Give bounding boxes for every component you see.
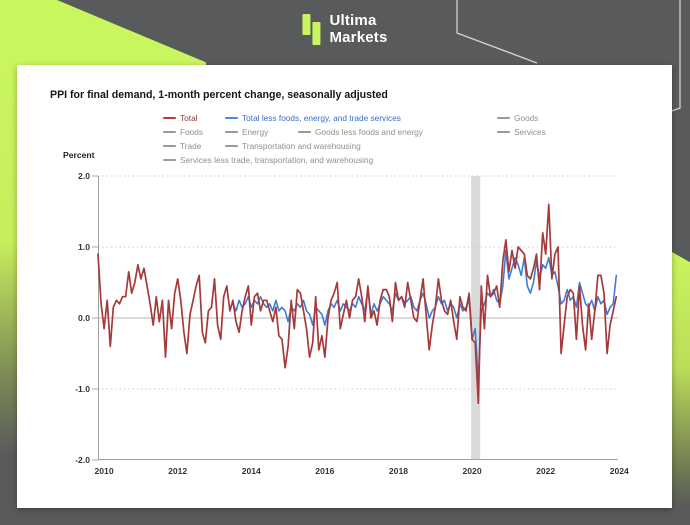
legend-dash-icon [163, 131, 176, 133]
legend-dash-icon [163, 145, 176, 147]
legend-label: Services [514, 127, 546, 137]
legend-item [163, 112, 198, 124]
legend-item [163, 154, 373, 166]
x-tick-label: 2020 [462, 466, 482, 476]
line-chart [98, 176, 618, 460]
y-axis-unit-label: Percent [63, 150, 95, 160]
legend-label: Trade [180, 141, 202, 151]
plot-area [98, 176, 618, 460]
legend-label: Services less trade, transportation, and warehousing [180, 155, 374, 165]
legend-dash-icon [225, 145, 238, 147]
legend-item [298, 126, 423, 138]
legend-item [163, 126, 203, 138]
y-tick-label: 1.0 [78, 242, 90, 252]
legend-dash-icon [225, 117, 238, 119]
legend-label: Transportation and warehousing [242, 141, 361, 151]
legend-label: Goods [514, 113, 539, 123]
legend-label: Energy [242, 127, 269, 137]
chart-title: PPI for final demand, 1-month percent change, seasonally adjusted [50, 89, 388, 101]
legend-label: Foods [180, 127, 204, 137]
legend-item [225, 112, 401, 124]
y-tick-label: -1.0 [75, 384, 90, 394]
y-tick-label: 0.0 [78, 313, 90, 323]
legend-label: Goods less foods and energy [315, 127, 423, 137]
x-tick-label: 2012 [168, 466, 188, 476]
logo-bar-left-icon [302, 14, 310, 35]
logo-bars-icon [302, 13, 321, 46]
legend-dash-icon [497, 131, 510, 133]
x-tick-label: 2024 [609, 466, 629, 476]
legend-dash-icon [163, 117, 176, 119]
brand-logo [302, 13, 387, 46]
y-tick-label: -2.0 [75, 455, 90, 465]
legend-label: Total less foods, energy, and trade services [242, 113, 401, 123]
x-tick-label: 2016 [315, 466, 335, 476]
legend-item [497, 112, 538, 124]
legend-item [225, 126, 268, 138]
legend-item [163, 140, 201, 152]
chart-card [17, 65, 672, 508]
legend-dash-icon [225, 131, 238, 133]
x-tick-label: 2022 [536, 466, 556, 476]
legend-label: Total [180, 113, 198, 123]
legend-dash-icon [163, 159, 176, 161]
logo-line2: Markets [329, 28, 388, 46]
legend-item [225, 140, 361, 152]
legend-item [497, 126, 546, 138]
logo-bar-right-icon [312, 22, 320, 45]
y-tick-label: 2.0 [78, 171, 90, 181]
legend-dash-icon [497, 117, 510, 119]
logo-line1: Ultima [329, 12, 377, 29]
x-tick-label: 2014 [241, 466, 261, 476]
x-tick-label: 2018 [388, 466, 409, 476]
chart-legend [163, 112, 643, 170]
logo-wordmark [329, 13, 387, 46]
legend-dash-icon [298, 131, 311, 133]
x-tick-label: 2010 [94, 466, 114, 476]
